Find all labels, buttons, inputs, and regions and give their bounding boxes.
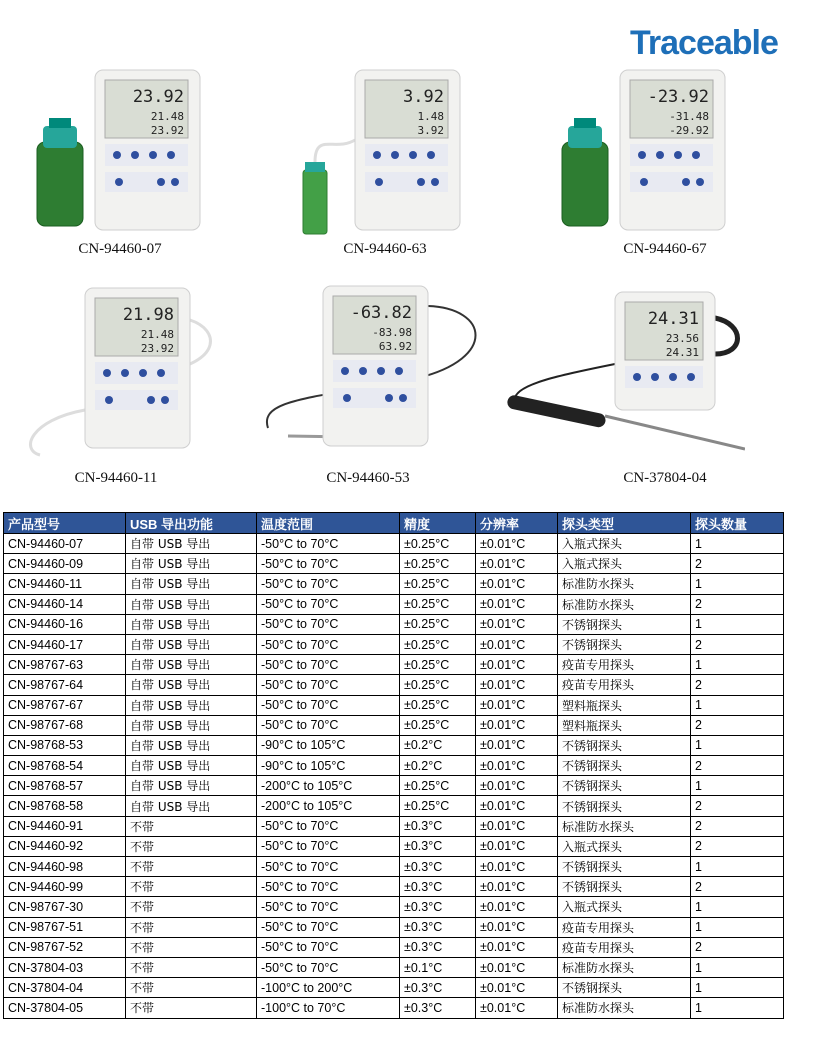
cell-model: CN-94460-98	[4, 857, 126, 877]
spec-table	[3, 512, 784, 1019]
cell-usb: 自带 USB 导出	[126, 574, 257, 594]
table-row	[4, 937, 784, 957]
cell-model: CN-98767-67	[4, 695, 126, 715]
cell-model: CN-94460-91	[4, 816, 126, 836]
table-row	[4, 594, 784, 614]
cell-range: -100°C to 70°C	[257, 998, 400, 1018]
cell-model: CN-98767-52	[4, 937, 126, 957]
table-row	[4, 816, 784, 836]
cell-accuracy: ±0.25°C	[400, 594, 476, 614]
cell-probe-count: 2	[691, 796, 784, 816]
cell-model: CN-94460-16	[4, 614, 126, 634]
cell-range: -50°C to 70°C	[257, 877, 400, 897]
cell-accuracy: ±0.25°C	[400, 574, 476, 594]
cell-probe-count: 1	[691, 998, 784, 1018]
table-row	[4, 998, 784, 1018]
table-row	[4, 695, 784, 715]
cell-probe-type: 标准防水探头	[558, 574, 691, 594]
col-header-range: 温度范围	[257, 513, 400, 534]
cell-range: -50°C to 70°C	[257, 655, 400, 675]
cell-model: CN-98768-57	[4, 776, 126, 796]
cell-resolution: ±0.01°C	[476, 675, 558, 695]
cell-probe-count: 1	[691, 574, 784, 594]
table-row	[4, 776, 784, 796]
table-row	[4, 634, 784, 654]
table-row	[4, 836, 784, 856]
cell-resolution: ±0.01°C	[476, 594, 558, 614]
cell-probe-count: 2	[691, 715, 784, 735]
cell-probe-type: 不锈钢探头	[558, 857, 691, 877]
cell-usb: 自带 USB 导出	[126, 796, 257, 816]
lcd-reading: 24.31	[665, 346, 699, 359]
cell-probe-count: 2	[691, 877, 784, 897]
cell-usb: 不带	[126, 917, 257, 937]
cell-accuracy: ±0.2°C	[400, 756, 476, 776]
cell-model: CN-37804-04	[4, 978, 126, 998]
lcd-reading: 23.92	[150, 124, 184, 137]
cell-usb: 不带	[126, 957, 257, 977]
cell-model: CN-94460-99	[4, 877, 126, 897]
cell-probe-type: 标准防水探头	[558, 998, 691, 1018]
product-caption: CN-94460-67	[623, 241, 707, 257]
cell-range: -50°C to 70°C	[257, 917, 400, 937]
lcd-reading: 63.92	[378, 340, 412, 353]
cell-usb: 自带 USB 导出	[126, 554, 257, 574]
cell-model: CN-98767-64	[4, 675, 126, 695]
cell-resolution: ±0.01°C	[476, 655, 558, 675]
bottle-probe	[37, 118, 83, 226]
traceable-logo: Traceable	[630, 24, 778, 62]
cell-probe-count: 2	[691, 756, 784, 776]
cell-probe-count: 2	[691, 937, 784, 957]
table-row	[4, 715, 784, 735]
cell-probe-type: 标准防水探头	[558, 816, 691, 836]
cell-resolution: ±0.01°C	[476, 816, 558, 836]
cell-resolution: ±0.01°C	[476, 877, 558, 897]
lcd-reading: 23.92	[140, 342, 174, 355]
table-row	[4, 534, 784, 554]
cell-resolution: ±0.01°C	[476, 634, 558, 654]
lcd-reading: 21.98	[122, 305, 174, 325]
cell-usb: 自带 USB 导出	[126, 534, 257, 554]
cell-accuracy: ±0.25°C	[400, 554, 476, 574]
table-row	[4, 796, 784, 816]
cell-probe-count: 1	[691, 614, 784, 634]
cell-range: -200°C to 105°C	[257, 796, 400, 816]
cell-usb: 不带	[126, 877, 257, 897]
cell-accuracy: ±0.3°C	[400, 816, 476, 836]
cell-resolution: ±0.01°C	[476, 917, 558, 937]
col-header-model: 产品型号	[4, 513, 126, 534]
cell-accuracy: ±0.25°C	[400, 614, 476, 634]
col-header-usb: USB 导出功能	[126, 513, 257, 534]
cell-model: CN-98767-63	[4, 655, 126, 675]
cell-probe-type: 疫苗专用探头	[558, 655, 691, 675]
cell-accuracy: ±0.25°C	[400, 796, 476, 816]
lcd-reading: 23.56	[665, 332, 699, 345]
cell-probe-count: 1	[691, 957, 784, 977]
cell-usb: 自带 USB 导出	[126, 756, 257, 776]
cell-resolution: ±0.01°C	[476, 534, 558, 554]
cell-accuracy: ±0.25°C	[400, 675, 476, 695]
cell-range: -50°C to 70°C	[257, 594, 400, 614]
cell-accuracy: ±0.3°C	[400, 937, 476, 957]
cell-probe-count: 2	[691, 554, 784, 574]
table-row	[4, 614, 784, 634]
cell-probe-type: 标准防水探头	[558, 957, 691, 977]
cell-model: CN-94460-11	[4, 574, 126, 594]
cell-accuracy: ±0.3°C	[400, 836, 476, 856]
cell-range: -50°C to 70°C	[257, 715, 400, 735]
thermometer-illustration	[290, 62, 530, 252]
cell-model: CN-94460-92	[4, 836, 126, 856]
cell-probe-count: 1	[691, 917, 784, 937]
cell-model: CN-94460-09	[4, 554, 126, 574]
cell-range: -50°C to 70°C	[257, 937, 400, 957]
cell-resolution: ±0.01°C	[476, 937, 558, 957]
cell-model: CN-98767-68	[4, 715, 126, 735]
cell-probe-type: 不锈钢探头	[558, 735, 691, 755]
cell-probe-count: 2	[691, 816, 784, 836]
cell-probe-type: 疫苗专用探头	[558, 937, 691, 957]
table-body	[4, 534, 784, 1019]
cell-accuracy: ±0.2°C	[400, 735, 476, 755]
cell-range: -50°C to 70°C	[257, 634, 400, 654]
cell-resolution: ±0.01°C	[476, 978, 558, 998]
col-header-resolution: 分辨率	[476, 513, 558, 534]
thermometer-illustration	[555, 62, 795, 252]
lcd-reading: -23.92	[647, 87, 709, 107]
cell-model: CN-94460-17	[4, 634, 126, 654]
cell-model: CN-98767-51	[4, 917, 126, 937]
cell-resolution: ±0.01°C	[476, 614, 558, 634]
cell-usb: 自带 USB 导出	[126, 655, 257, 675]
cell-probe-type: 疫苗专用探头	[558, 917, 691, 937]
cell-probe-type: 标准防水探头	[558, 594, 691, 614]
table-row	[4, 675, 784, 695]
cell-probe-count: 1	[691, 735, 784, 755]
lcd-reading: 23.92	[132, 87, 184, 107]
cell-probe-type: 不锈钢探头	[558, 877, 691, 897]
col-header-probe-type: 探头类型	[558, 513, 691, 534]
product-caption: CN-94460-53	[326, 470, 410, 486]
cell-accuracy: ±0.25°C	[400, 715, 476, 735]
cell-resolution: ±0.01°C	[476, 796, 558, 816]
cell-accuracy: ±0.1°C	[400, 957, 476, 977]
cell-accuracy: ±0.3°C	[400, 998, 476, 1018]
cell-usb: 自带 USB 导出	[126, 715, 257, 735]
cell-range: -50°C to 70°C	[257, 857, 400, 877]
cell-range: -50°C to 70°C	[257, 534, 400, 554]
table-header-row	[4, 513, 784, 534]
cell-model: CN-98768-54	[4, 756, 126, 776]
cell-usb: 不带	[126, 978, 257, 998]
cell-accuracy: ±0.25°C	[400, 534, 476, 554]
cell-usb: 不带	[126, 937, 257, 957]
cell-resolution: ±0.01°C	[476, 776, 558, 796]
cell-range: -90°C to 105°C	[257, 735, 400, 755]
cell-range: -90°C to 105°C	[257, 756, 400, 776]
bottle-probe	[562, 118, 608, 226]
thermometer-illustration	[505, 284, 745, 474]
product-caption: CN-37804-04	[623, 470, 707, 486]
lcd-reading: 24.31	[647, 309, 699, 329]
cell-probe-count: 2	[691, 594, 784, 614]
lcd-reading: 21.48	[150, 110, 184, 123]
cell-usb: 自带 USB 导出	[126, 695, 257, 715]
table-row	[4, 877, 784, 897]
col-header-probe-count: 探头数量	[691, 513, 784, 534]
cell-probe-type: 不锈钢探头	[558, 756, 691, 776]
cell-accuracy: ±0.3°C	[400, 877, 476, 897]
col-header-accuracy: 精度	[400, 513, 476, 534]
lcd-reading: -31.48	[669, 110, 709, 123]
cell-probe-count: 1	[691, 776, 784, 796]
vial-probe	[303, 140, 355, 234]
cell-usb: 不带	[126, 998, 257, 1018]
table-row	[4, 554, 784, 574]
cell-probe-type: 疫苗专用探头	[558, 675, 691, 695]
cell-range: -50°C to 70°C	[257, 554, 400, 574]
cell-probe-type: 塑料瓶探头	[558, 695, 691, 715]
cell-resolution: ±0.01°C	[476, 998, 558, 1018]
cell-resolution: ±0.01°C	[476, 836, 558, 856]
cell-model: CN-94460-14	[4, 594, 126, 614]
cell-model: CN-37804-03	[4, 957, 126, 977]
cell-resolution: ±0.01°C	[476, 554, 558, 574]
lcd-reading: -83.98	[372, 326, 412, 339]
cell-accuracy: ±0.3°C	[400, 978, 476, 998]
cell-accuracy: ±0.25°C	[400, 634, 476, 654]
cell-usb: 自带 USB 导出	[126, 614, 257, 634]
cell-resolution: ±0.01°C	[476, 735, 558, 755]
cell-usb: 自带 USB 导出	[126, 675, 257, 695]
cell-usb: 不带	[126, 816, 257, 836]
cell-accuracy: ±0.3°C	[400, 857, 476, 877]
cell-probe-count: 2	[691, 634, 784, 654]
cell-probe-type: 塑料瓶探头	[558, 715, 691, 735]
cell-resolution: ±0.01°C	[476, 574, 558, 594]
lcd-reading: 3.92	[403, 87, 444, 107]
product-caption: CN-94460-11	[74, 470, 158, 486]
cell-resolution: ±0.01°C	[476, 897, 558, 917]
cell-range: -200°C to 105°C	[257, 776, 400, 796]
cell-probe-count: 2	[691, 675, 784, 695]
cell-model: CN-94460-07	[4, 534, 126, 554]
cell-model: CN-98767-30	[4, 897, 126, 917]
cell-resolution: ±0.01°C	[476, 957, 558, 977]
cell-usb: 自带 USB 导出	[126, 735, 257, 755]
cell-probe-count: 1	[691, 897, 784, 917]
cell-probe-count: 1	[691, 857, 784, 877]
cell-probe-count: 1	[691, 695, 784, 715]
cell-model: CN-98768-53	[4, 735, 126, 755]
cell-probe-type: 不锈钢探头	[558, 776, 691, 796]
cell-range: -50°C to 70°C	[257, 816, 400, 836]
table-row	[4, 857, 784, 877]
table-row	[4, 574, 784, 594]
product-caption: CN-94460-63	[343, 241, 427, 257]
cell-usb: 不带	[126, 897, 257, 917]
cell-probe-type: 入瓶式探头	[558, 554, 691, 574]
thermometer-illustration	[30, 62, 270, 252]
cell-model: CN-37804-05	[4, 998, 126, 1018]
product-caption: CN-94460-07	[78, 241, 162, 257]
cell-resolution: ±0.01°C	[476, 857, 558, 877]
cell-probe-type: 入瓶式探头	[558, 836, 691, 856]
table-row	[4, 756, 784, 776]
cell-probe-count: 2	[691, 836, 784, 856]
cell-accuracy: ±0.25°C	[400, 695, 476, 715]
lcd-reading: -29.92	[669, 124, 709, 137]
cell-accuracy: ±0.3°C	[400, 917, 476, 937]
table-row	[4, 957, 784, 977]
lcd-reading: 3.92	[417, 124, 444, 137]
lcd-reading: 1.48	[417, 110, 444, 123]
cell-range: -50°C to 70°C	[257, 897, 400, 917]
cell-range: -50°C to 70°C	[257, 675, 400, 695]
cell-probe-type: 不锈钢探头	[558, 978, 691, 998]
cell-usb: 自带 USB 导出	[126, 634, 257, 654]
cell-range: -50°C to 70°C	[257, 574, 400, 594]
lcd-reading: -63.82	[350, 303, 412, 323]
cell-resolution: ±0.01°C	[476, 756, 558, 776]
cell-usb: 自带 USB 导出	[126, 594, 257, 614]
cell-model: CN-98768-58	[4, 796, 126, 816]
cell-accuracy: ±0.3°C	[400, 897, 476, 917]
cell-usb: 不带	[126, 857, 257, 877]
cell-usb: 自带 USB 导出	[126, 776, 257, 796]
table-row	[4, 917, 784, 937]
cell-range: -50°C to 70°C	[257, 614, 400, 634]
cell-probe-count: 1	[691, 655, 784, 675]
cell-range: -50°C to 70°C	[257, 957, 400, 977]
cell-accuracy: ±0.25°C	[400, 655, 476, 675]
cell-probe-type: 不锈钢探头	[558, 634, 691, 654]
cell-usb: 不带	[126, 836, 257, 856]
lcd-reading: 21.48	[140, 328, 174, 341]
cell-probe-count: 1	[691, 534, 784, 554]
cell-accuracy: ±0.25°C	[400, 776, 476, 796]
table-row	[4, 655, 784, 675]
cell-range: -50°C to 70°C	[257, 695, 400, 715]
cell-probe-type: 入瓶式探头	[558, 534, 691, 554]
cell-resolution: ±0.01°C	[476, 695, 558, 715]
cell-probe-type: 不锈钢探头	[558, 796, 691, 816]
table-row	[4, 897, 784, 917]
table-row	[4, 978, 784, 998]
cell-probe-type: 入瓶式探头	[558, 897, 691, 917]
cell-range: -100°C to 200°C	[257, 978, 400, 998]
cell-probe-count: 1	[691, 978, 784, 998]
cell-probe-type: 不锈钢探头	[558, 614, 691, 634]
cell-resolution: ±0.01°C	[476, 715, 558, 735]
thermometer-illustration	[20, 280, 260, 470]
thermometer-illustration	[258, 278, 498, 468]
table-row	[4, 735, 784, 755]
cell-range: -50°C to 70°C	[257, 836, 400, 856]
